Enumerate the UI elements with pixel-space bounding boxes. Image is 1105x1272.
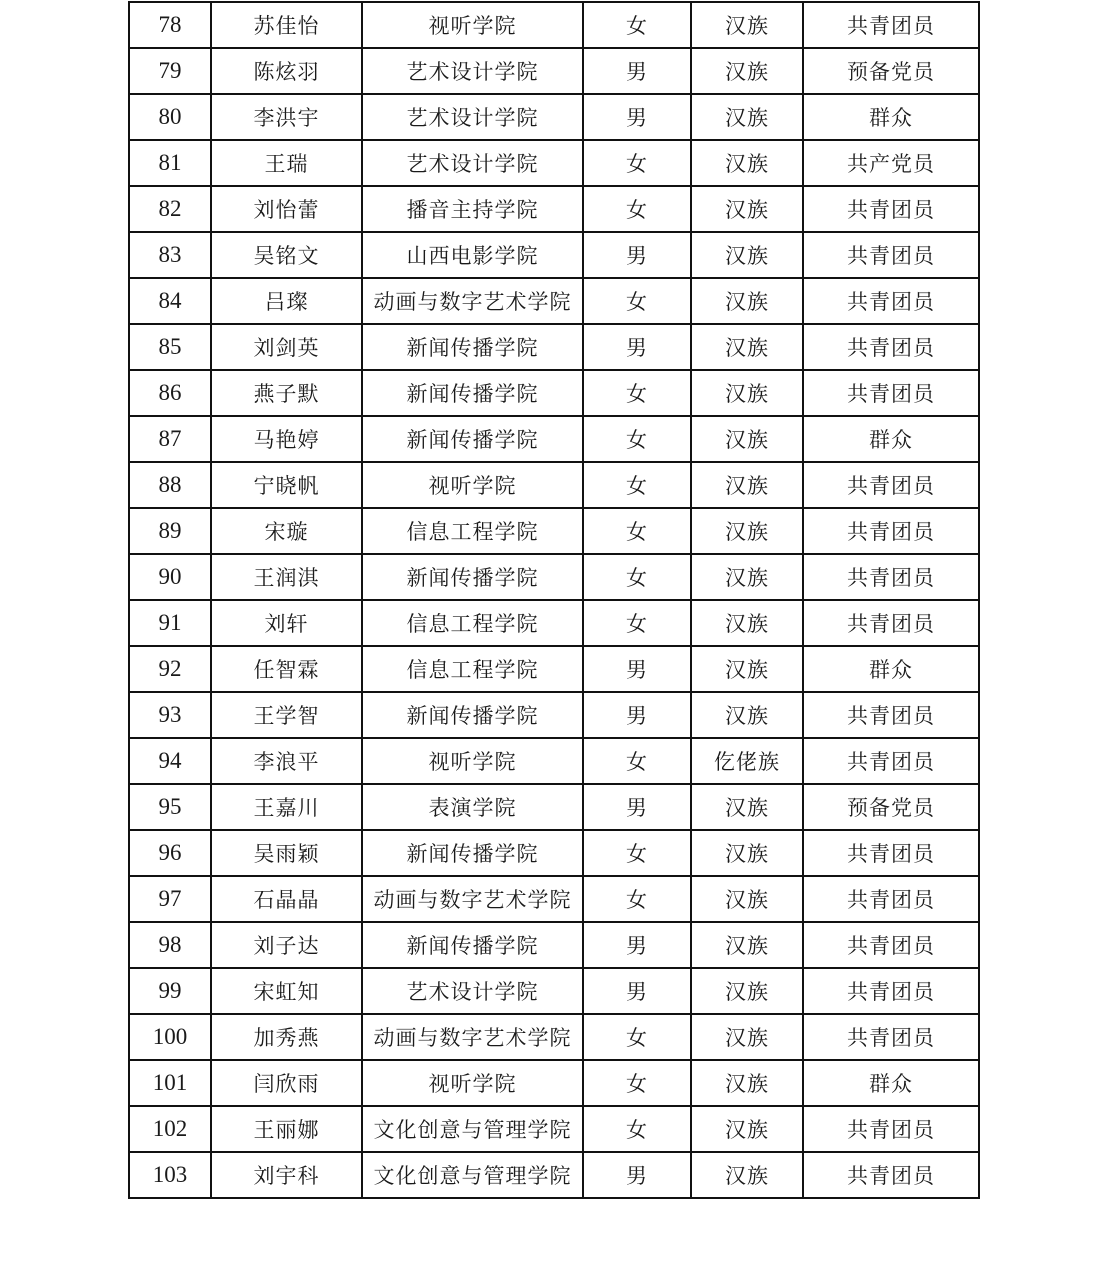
gender-cell: 女 (583, 1014, 691, 1060)
political-status-cell: 群众 (803, 1060, 979, 1106)
political-status-cell: 共青团员 (803, 278, 979, 324)
political-status-cell: 共产党员 (803, 140, 979, 186)
table-row (129, 186, 979, 232)
ethnicity-cell: 汉族 (691, 508, 803, 554)
ethnicity-cell: 汉族 (691, 462, 803, 508)
college-name: 动画与数字艺术学院 (362, 1014, 583, 1060)
college-name: 表演学院 (362, 784, 583, 830)
row-number: 90 (129, 554, 211, 600)
gender-cell: 男 (583, 784, 691, 830)
political-status-cell: 共青团员 (803, 692, 979, 738)
table-row (129, 600, 979, 646)
college-name: 信息工程学院 (362, 508, 583, 554)
college-name: 新闻传播学院 (362, 922, 583, 968)
table-row (129, 968, 979, 1014)
table-row (129, 1060, 979, 1106)
college-name: 信息工程学院 (362, 600, 583, 646)
table-row (129, 1106, 979, 1152)
student-name: 吕璨 (211, 278, 362, 324)
ethnicity-cell: 仡佬族 (691, 738, 803, 784)
political-status-cell: 共青团员 (803, 876, 979, 922)
gender-cell: 女 (583, 278, 691, 324)
college-name: 艺术设计学院 (362, 968, 583, 1014)
college-name: 视听学院 (362, 1060, 583, 1106)
student-name: 苏佳怡 (211, 2, 362, 48)
student-name: 王丽娜 (211, 1106, 362, 1152)
table-row (129, 278, 979, 324)
gender-cell: 女 (583, 370, 691, 416)
political-status-cell: 共青团员 (803, 2, 979, 48)
college-name: 艺术设计学院 (362, 94, 583, 140)
row-number: 97 (129, 876, 211, 922)
ethnicity-cell: 汉族 (691, 692, 803, 738)
political-status-cell: 预备党员 (803, 784, 979, 830)
table-row (129, 232, 979, 278)
political-status-cell: 共青团员 (803, 508, 979, 554)
political-status-cell: 共青团员 (803, 922, 979, 968)
ethnicity-cell: 汉族 (691, 1060, 803, 1106)
row-number: 95 (129, 784, 211, 830)
ethnicity-cell: 汉族 (691, 922, 803, 968)
political-status-cell: 共青团员 (803, 324, 979, 370)
gender-cell: 男 (583, 1152, 691, 1198)
table-row (129, 922, 979, 968)
table-row (129, 830, 979, 876)
row-number: 99 (129, 968, 211, 1014)
gender-cell: 女 (583, 830, 691, 876)
political-status-cell: 共青团员 (803, 968, 979, 1014)
row-number: 81 (129, 140, 211, 186)
college-name: 视听学院 (362, 738, 583, 784)
ethnicity-cell: 汉族 (691, 784, 803, 830)
gender-cell: 男 (583, 48, 691, 94)
student-name: 加秀燕 (211, 1014, 362, 1060)
gender-cell: 女 (583, 1106, 691, 1152)
row-number: 86 (129, 370, 211, 416)
ethnicity-cell: 汉族 (691, 1152, 803, 1198)
ethnicity-cell: 汉族 (691, 646, 803, 692)
row-number: 78 (129, 2, 211, 48)
row-number: 103 (129, 1152, 211, 1198)
table-row (129, 1014, 979, 1060)
political-status-cell: 共青团员 (803, 554, 979, 600)
ethnicity-cell: 汉族 (691, 1106, 803, 1152)
gender-cell: 女 (583, 508, 691, 554)
ethnicity-cell: 汉族 (691, 48, 803, 94)
political-status-cell: 共青团员 (803, 186, 979, 232)
gender-cell: 男 (583, 646, 691, 692)
table-row (129, 554, 979, 600)
ethnicity-cell: 汉族 (691, 1014, 803, 1060)
row-number: 84 (129, 278, 211, 324)
gender-cell: 女 (583, 1060, 691, 1106)
row-number: 92 (129, 646, 211, 692)
political-status-cell: 共青团员 (803, 370, 979, 416)
ethnicity-cell: 汉族 (691, 324, 803, 370)
college-name: 文化创意与管理学院 (362, 1106, 583, 1152)
gender-cell: 男 (583, 692, 691, 738)
student-name: 李浪平 (211, 738, 362, 784)
college-name: 新闻传播学院 (362, 554, 583, 600)
student-name: 燕子默 (211, 370, 362, 416)
gender-cell: 女 (583, 186, 691, 232)
ethnicity-cell: 汉族 (691, 968, 803, 1014)
table-row (129, 646, 979, 692)
political-status-cell: 共青团员 (803, 232, 979, 278)
row-number: 100 (129, 1014, 211, 1060)
gender-cell: 女 (583, 738, 691, 784)
row-number: 98 (129, 922, 211, 968)
student-name: 宋璇 (211, 508, 362, 554)
table-row (129, 462, 979, 508)
college-name: 文化创意与管理学院 (362, 1152, 583, 1198)
student-name: 陈炫羽 (211, 48, 362, 94)
student-name: 吴铭文 (211, 232, 362, 278)
roster-body (129, 2, 979, 1198)
row-number: 94 (129, 738, 211, 784)
college-name: 信息工程学院 (362, 646, 583, 692)
gender-cell: 女 (583, 462, 691, 508)
political-status-cell: 共青团员 (803, 462, 979, 508)
row-number: 88 (129, 462, 211, 508)
student-name: 石晶晶 (211, 876, 362, 922)
table-row (129, 324, 979, 370)
ethnicity-cell: 汉族 (691, 94, 803, 140)
political-status-cell: 共青团员 (803, 1106, 979, 1152)
row-number: 102 (129, 1106, 211, 1152)
college-name: 新闻传播学院 (362, 416, 583, 462)
student-name: 宋虹知 (211, 968, 362, 1014)
ethnicity-cell: 汉族 (691, 2, 803, 48)
ethnicity-cell: 汉族 (691, 876, 803, 922)
college-name: 播音主持学院 (362, 186, 583, 232)
college-name: 视听学院 (362, 2, 583, 48)
table-row (129, 48, 979, 94)
row-number: 96 (129, 830, 211, 876)
row-number: 87 (129, 416, 211, 462)
row-number: 93 (129, 692, 211, 738)
ethnicity-cell: 汉族 (691, 140, 803, 186)
student-name: 刘剑英 (211, 324, 362, 370)
row-number: 79 (129, 48, 211, 94)
row-number: 80 (129, 94, 211, 140)
table-row (129, 876, 979, 922)
gender-cell: 女 (583, 876, 691, 922)
college-name: 山西电影学院 (362, 232, 583, 278)
ethnicity-cell: 汉族 (691, 232, 803, 278)
student-roster-table (128, 1, 980, 1199)
gender-cell: 女 (583, 2, 691, 48)
student-name: 王学智 (211, 692, 362, 738)
gender-cell: 男 (583, 324, 691, 370)
gender-cell: 男 (583, 922, 691, 968)
college-name: 动画与数字艺术学院 (362, 278, 583, 324)
student-name: 王润淇 (211, 554, 362, 600)
student-name: 刘子达 (211, 922, 362, 968)
college-name: 新闻传播学院 (362, 370, 583, 416)
gender-cell: 女 (583, 416, 691, 462)
table-row (129, 140, 979, 186)
student-name: 刘轩 (211, 600, 362, 646)
political-status-cell: 共青团员 (803, 600, 979, 646)
table-row (129, 94, 979, 140)
row-number: 85 (129, 324, 211, 370)
student-name: 吴雨颖 (211, 830, 362, 876)
gender-cell: 女 (583, 140, 691, 186)
political-status-cell: 预备党员 (803, 48, 979, 94)
table-row (129, 416, 979, 462)
table-row (129, 738, 979, 784)
gender-cell: 男 (583, 232, 691, 278)
ethnicity-cell: 汉族 (691, 278, 803, 324)
row-number: 83 (129, 232, 211, 278)
political-status-cell: 群众 (803, 646, 979, 692)
ethnicity-cell: 汉族 (691, 416, 803, 462)
ethnicity-cell: 汉族 (691, 830, 803, 876)
gender-cell: 男 (583, 968, 691, 1014)
political-status-cell: 群众 (803, 94, 979, 140)
college-name: 新闻传播学院 (362, 692, 583, 738)
gender-cell: 女 (583, 554, 691, 600)
table-row (129, 692, 979, 738)
row-number: 82 (129, 186, 211, 232)
table-row (129, 370, 979, 416)
ethnicity-cell: 汉族 (691, 370, 803, 416)
student-name: 刘怡蕾 (211, 186, 362, 232)
student-name: 王瑞 (211, 140, 362, 186)
college-name: 艺术设计学院 (362, 140, 583, 186)
row-number: 89 (129, 508, 211, 554)
college-name: 新闻传播学院 (362, 830, 583, 876)
table-row (129, 508, 979, 554)
row-number: 91 (129, 600, 211, 646)
table-row (129, 2, 979, 48)
political-status-cell: 共青团员 (803, 830, 979, 876)
student-name: 刘宇科 (211, 1152, 362, 1198)
table-row (129, 1152, 979, 1198)
student-name: 马艳婷 (211, 416, 362, 462)
college-name: 视听学院 (362, 462, 583, 508)
ethnicity-cell: 汉族 (691, 600, 803, 646)
student-name: 闫欣雨 (211, 1060, 362, 1106)
political-status-cell: 共青团员 (803, 738, 979, 784)
college-name: 新闻传播学院 (362, 324, 583, 370)
ethnicity-cell: 汉族 (691, 186, 803, 232)
student-name: 李洪宇 (211, 94, 362, 140)
student-name: 任智霖 (211, 646, 362, 692)
row-number: 101 (129, 1060, 211, 1106)
political-status-cell: 群众 (803, 416, 979, 462)
political-status-cell: 共青团员 (803, 1152, 979, 1198)
political-status-cell: 共青团员 (803, 1014, 979, 1060)
ethnicity-cell: 汉族 (691, 554, 803, 600)
student-name: 宁晓帆 (211, 462, 362, 508)
college-name: 动画与数字艺术学院 (362, 876, 583, 922)
table-row (129, 784, 979, 830)
student-name: 王嘉川 (211, 784, 362, 830)
college-name: 艺术设计学院 (362, 48, 583, 94)
gender-cell: 女 (583, 600, 691, 646)
gender-cell: 男 (583, 94, 691, 140)
